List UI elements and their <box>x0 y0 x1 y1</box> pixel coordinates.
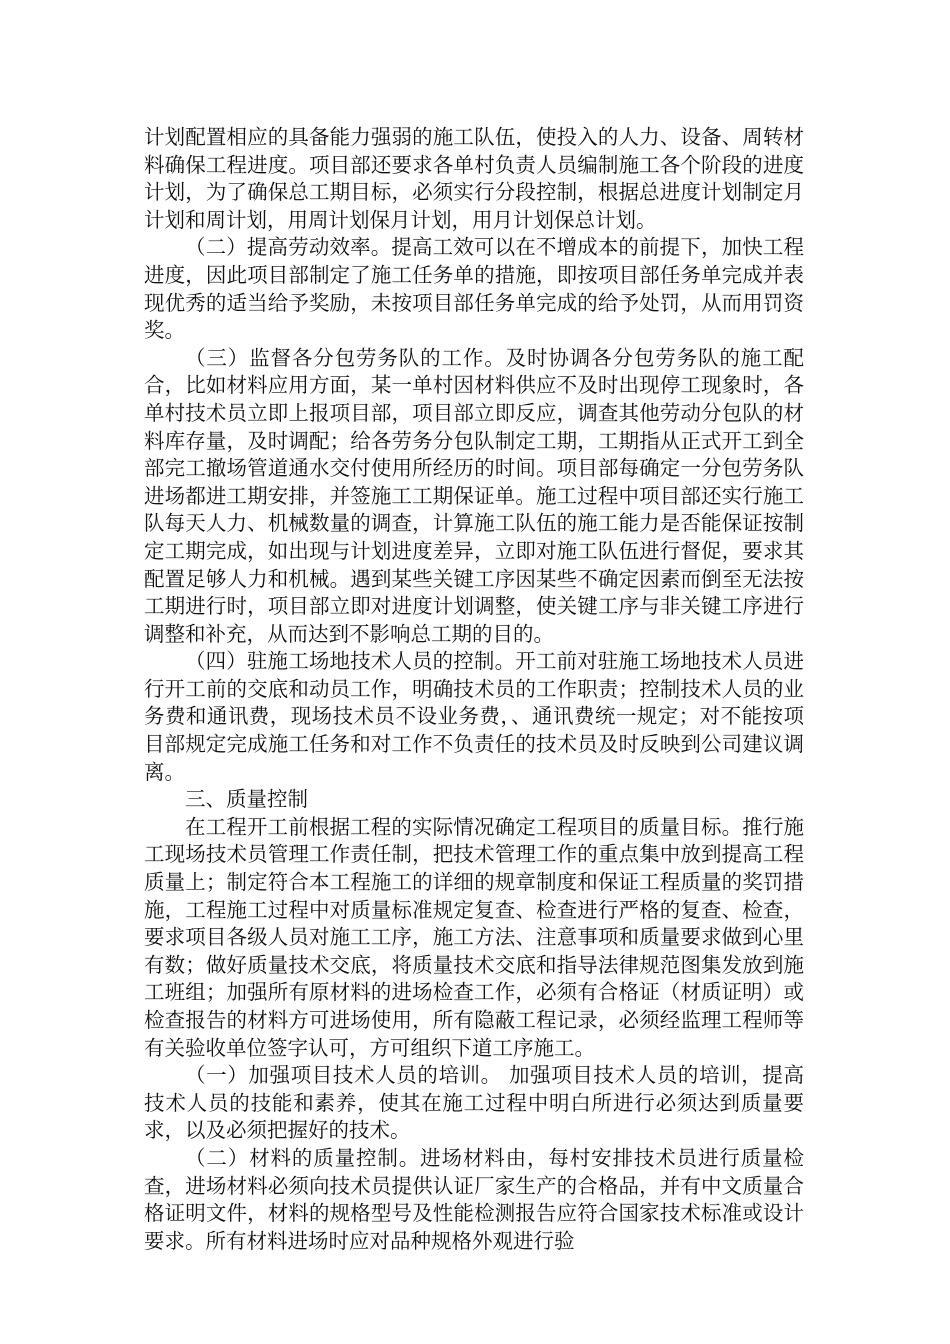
paragraph-subcontractor-supervision: （三）监督各分包劳务队的工作。及时协调各分包劳务队的施工配合，比如材料应用方面，某一单村因材料供应不及时出现停工现象时，各单村技术员立即上报项目部，项目部立即反应，调查其他劳动分包队的材料库存量，及时调配；给各劳务分包队制定工期，工期指从正式开工到全部完工撤场管道通水交付使用所经历的时间。项目部每确定一分包劳务队进场都进工期安排，并签施工工期保证单。施工过程中项目部还实行施工队每天人力、机械数量的调查，计算施工队伍的施工能力是否能保证按制定工期完成，如出现与计划进度差异，立即对施工队伍进行督促，要求其配置足够人力和机械。遇到某些关键工序因某些不确定因素而倒至无法按工期进行时，项目部立即对进度计划调整，使关键工序与非关键工序进行调整和补充，从而达到不影响总工期的目的。 <box>144 345 804 646</box>
paragraph-labor-efficiency: （二）提高劳动效率。提高工效可以在不增成本的前提下，加快工程进度，因此项目部制定了施工任务单的措施，即按项目部任务单完成并表现优秀的适当给予奖励，未按项目部任务单完成的给予处罚，从而用罚资奖。 <box>144 235 804 343</box>
paragraph-quality-objectives: 在工程开工前根据工程的实际情况确定工程项目的质量目标。推行施工现场技术员管理工作责任制，把技术管理工作的重点集中放到提高工程质量上；制定符合本工程施工的详细的规章制度和保证工程质量的奖罚措施，工程施工过程中对质量标准规定复查、检查进行严格的复查、检查，要求项目各级人员对施工工序，施工方法、注意事项和质量要求做到心里有数；做好质量技术交底，将质量技术交底和指导法律规范图集发放到施工班组；加强所有原材料的进场检查工作，必须有合格证（材质证明）或检查报告的材料方可进场使用，所有隐蔽工程记录，必须经监理工程师等有关验收单位签字认可，方可组织下道工序施工。 <box>144 814 804 1060</box>
paragraph-technician-training: （一）加强项目技术人员的培训。 加强项目技术人员的培训，提高技术人员的技能和素养，使其在施工过程中明白所进行必须达到质量要求，以及必须把握好的技术。 <box>144 1063 804 1143</box>
paragraph-onsite-technician-control: （四）驻施工场地技术人员的控制。开工前对驻施工场地技术人员进行开工前的交底和动员工作，明确技术员的工作职责；控制技术人员的业务费和通讯费，现场技术员不设业务费，、通讯费统一规定；对不能按项目部规定完成施工任务和对工作不负责任的技术员及时反映到公司建议调离。 <box>144 649 804 784</box>
section-heading-quality-control: 三、质量控制 <box>185 787 308 812</box>
document-body <box>144 124 804 1255</box>
paragraph-progress-plan: 计划配置相应的具备能力强弱的施工队伍，使投入的人力、设备、周转材料确保工程进度。项目部还要求各单村负责人员编制施工各个阶段的进度计划，为了确保总工期目标，必须实行分段控制，根据总进度计划制定月计划和周计划，用周计划保月计划，用月计划保总计划。 <box>144 125 804 232</box>
paragraph-material-quality-control: （二）材料的质量控制。进场材料由，每村安排技术员进行质量检查，进场材料必须向技术员提供认证厂家生产的合格品，并有中文质量合格证明文件，材料的规格型号及性能检测报告应符合国家技术标准或设计要求。所有材料进场时应对品种规格外观进行验 <box>144 1145 804 1253</box>
